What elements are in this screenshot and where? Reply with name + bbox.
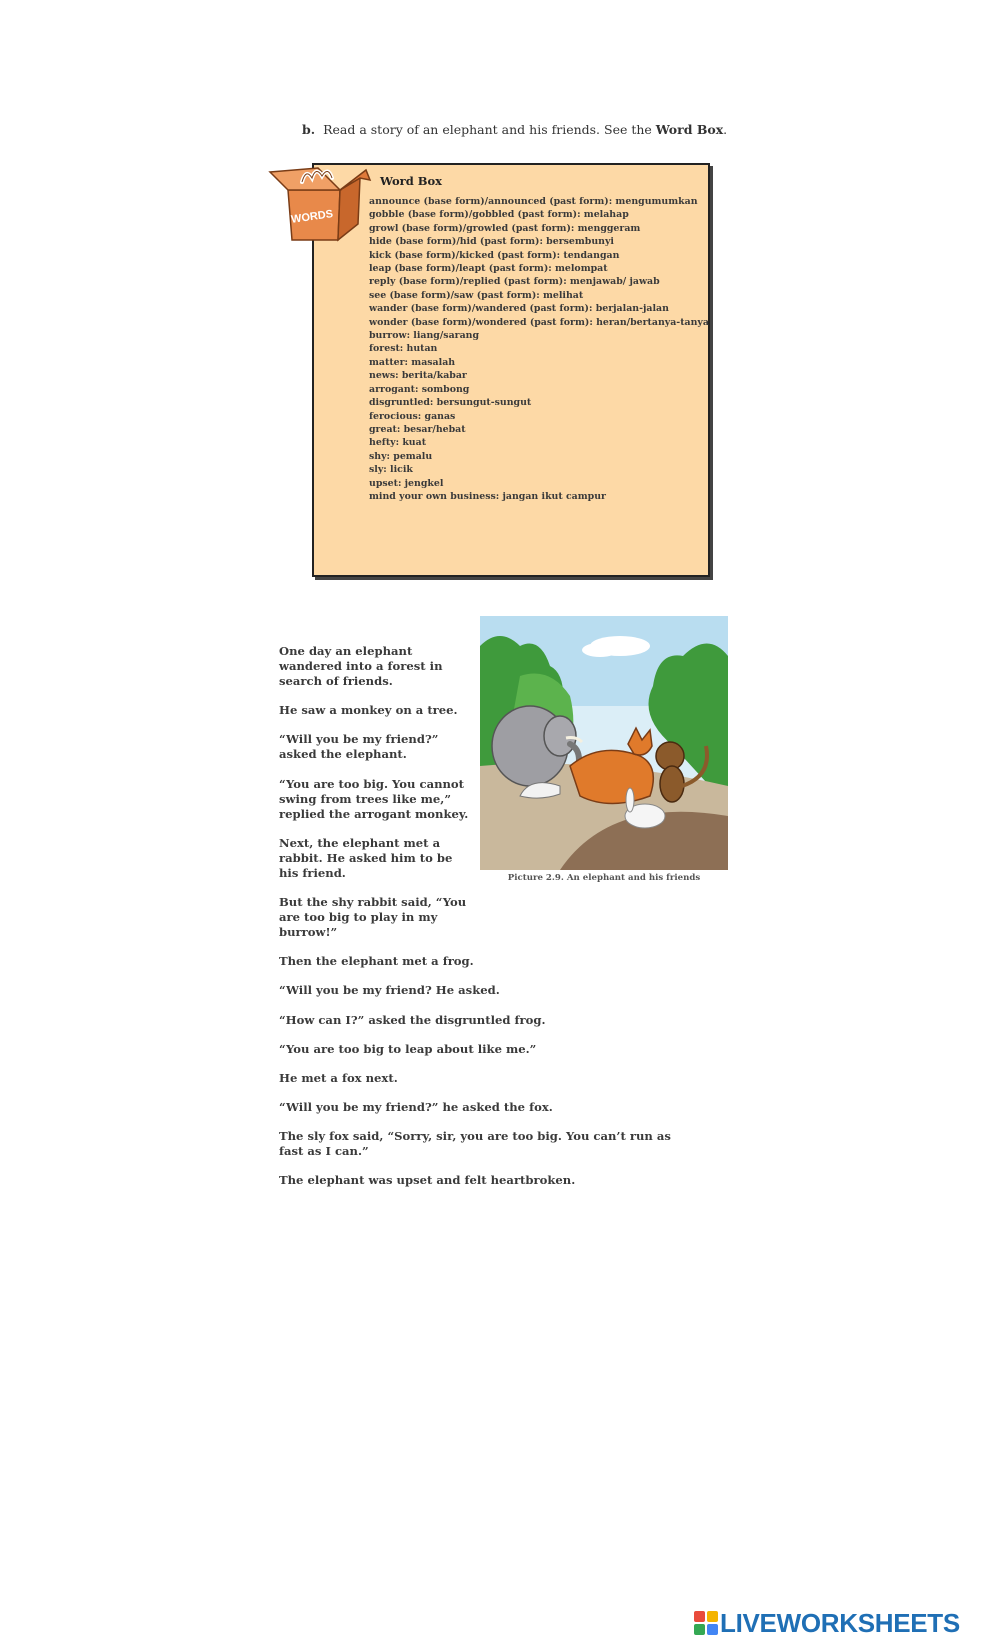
word-entry: forest: hutan — [369, 343, 438, 355]
word-entry: wander (base form)/wandered (past form): berjalan-jalan — [369, 303, 669, 315]
instruction-text: Read a story of an elephant and his friends. See the — [323, 122, 656, 137]
word-entry: shy: pemalu — [369, 450, 433, 462]
story-paragraph: “How can I?” asked the disgruntled frog. — [279, 1012, 546, 1027]
word-entry: reply (base form)/replied (past form): menjawab/ jawab — [369, 276, 660, 288]
word-entry: burrow: liang/sarang — [369, 330, 480, 342]
story-paragraph: “You are too big to leap about like me.” — [279, 1041, 537, 1056]
liveworksheets-logo-icon — [694, 1611, 718, 1635]
instruction-bold: Word Box — [655, 122, 724, 137]
story-illustration — [480, 616, 728, 870]
word-entry: hefty: kuat — [369, 437, 427, 449]
word-entry: matter: masalah — [369, 356, 456, 368]
word-entry: upset: jengkel — [369, 477, 444, 489]
word-entry: arrogant: sombong — [369, 383, 470, 395]
words-icon-label: WORDS — [290, 208, 334, 226]
word-entry: great: besar/hebat — [369, 423, 466, 435]
word-entry: ferocious: ganas — [369, 410, 456, 422]
liveworksheets-brand[interactable] — [694, 1609, 960, 1637]
word-entry: kick (base form)/kicked (past form): tendangan — [369, 249, 620, 261]
brand-name: LIVEWORKSHEETS — [720, 1607, 960, 1638]
word-entry: see (base form)/saw (past form): melihat — [369, 289, 584, 301]
story-paragraph: The elephant was upset and felt heartbroken. — [279, 1173, 576, 1188]
story-paragraph: Then the elephant met a frog. — [279, 954, 474, 969]
word-entry: mind your own business: jangan ikut campur — [369, 490, 606, 502]
words-box-icon — [268, 160, 378, 244]
instruction — [302, 122, 822, 137]
story-paragraph: He met a fox next. — [279, 1070, 398, 1085]
word-entry: wonder (base form)/wondered (past form): heran/bertanya-tanya — [369, 316, 709, 328]
word-box-title: Word Box — [380, 174, 442, 188]
story-paragraph: But the shy rabbit said, “You are too big to play in my burrow!” — [279, 894, 467, 939]
word-box-list — [369, 195, 709, 503]
word-entry: news: berita/kabar — [369, 370, 467, 382]
picture-caption: Picture 2.9. An elephant and his friends — [507, 873, 701, 883]
instruction-end: . — [723, 122, 728, 137]
word-entry: hide (base form)/hid (past form): bersembunyi — [369, 236, 614, 248]
story-paragraph: One day an elephant wandered into a forest in search of friends. — [279, 644, 443, 688]
story-paragraph: “Will you be my friend?” he asked the fox. — [279, 1100, 553, 1115]
story-paragraph: “You are too big. You cannot swing from trees like me,” replied the arrogant monkey. — [279, 776, 469, 821]
word-entry: growl (base form)/growled (past form): menggeram — [369, 222, 641, 234]
word-entry: disgruntled: bersungut-sungut — [369, 397, 532, 409]
word-entry: leap (base form)/leapt (past form): melompat — [369, 263, 608, 275]
story-paragraph: Next, the elephant met a rabbit. He asked him to be his friend. — [279, 835, 453, 880]
story-paragraph: The sly fox said, “Sorry, sir, you are too big. You can’t run as fast as I can.” — [279, 1129, 671, 1159]
story-paragraph: “Will you be my friend?” asked the elephant. — [279, 732, 439, 762]
word-entry: sly: licik — [369, 464, 413, 476]
story-paragraph: He saw a monkey on a tree. — [279, 703, 458, 718]
word-entry: gobble (base form)/gobbled (past form): melahap — [369, 209, 629, 221]
instruction-letter: b. — [302, 122, 316, 137]
word-entry: announce (base form)/announced (past form): mengumumkan — [369, 196, 698, 207]
story-paragraph: “Will you be my friend? He asked. — [279, 983, 500, 998]
